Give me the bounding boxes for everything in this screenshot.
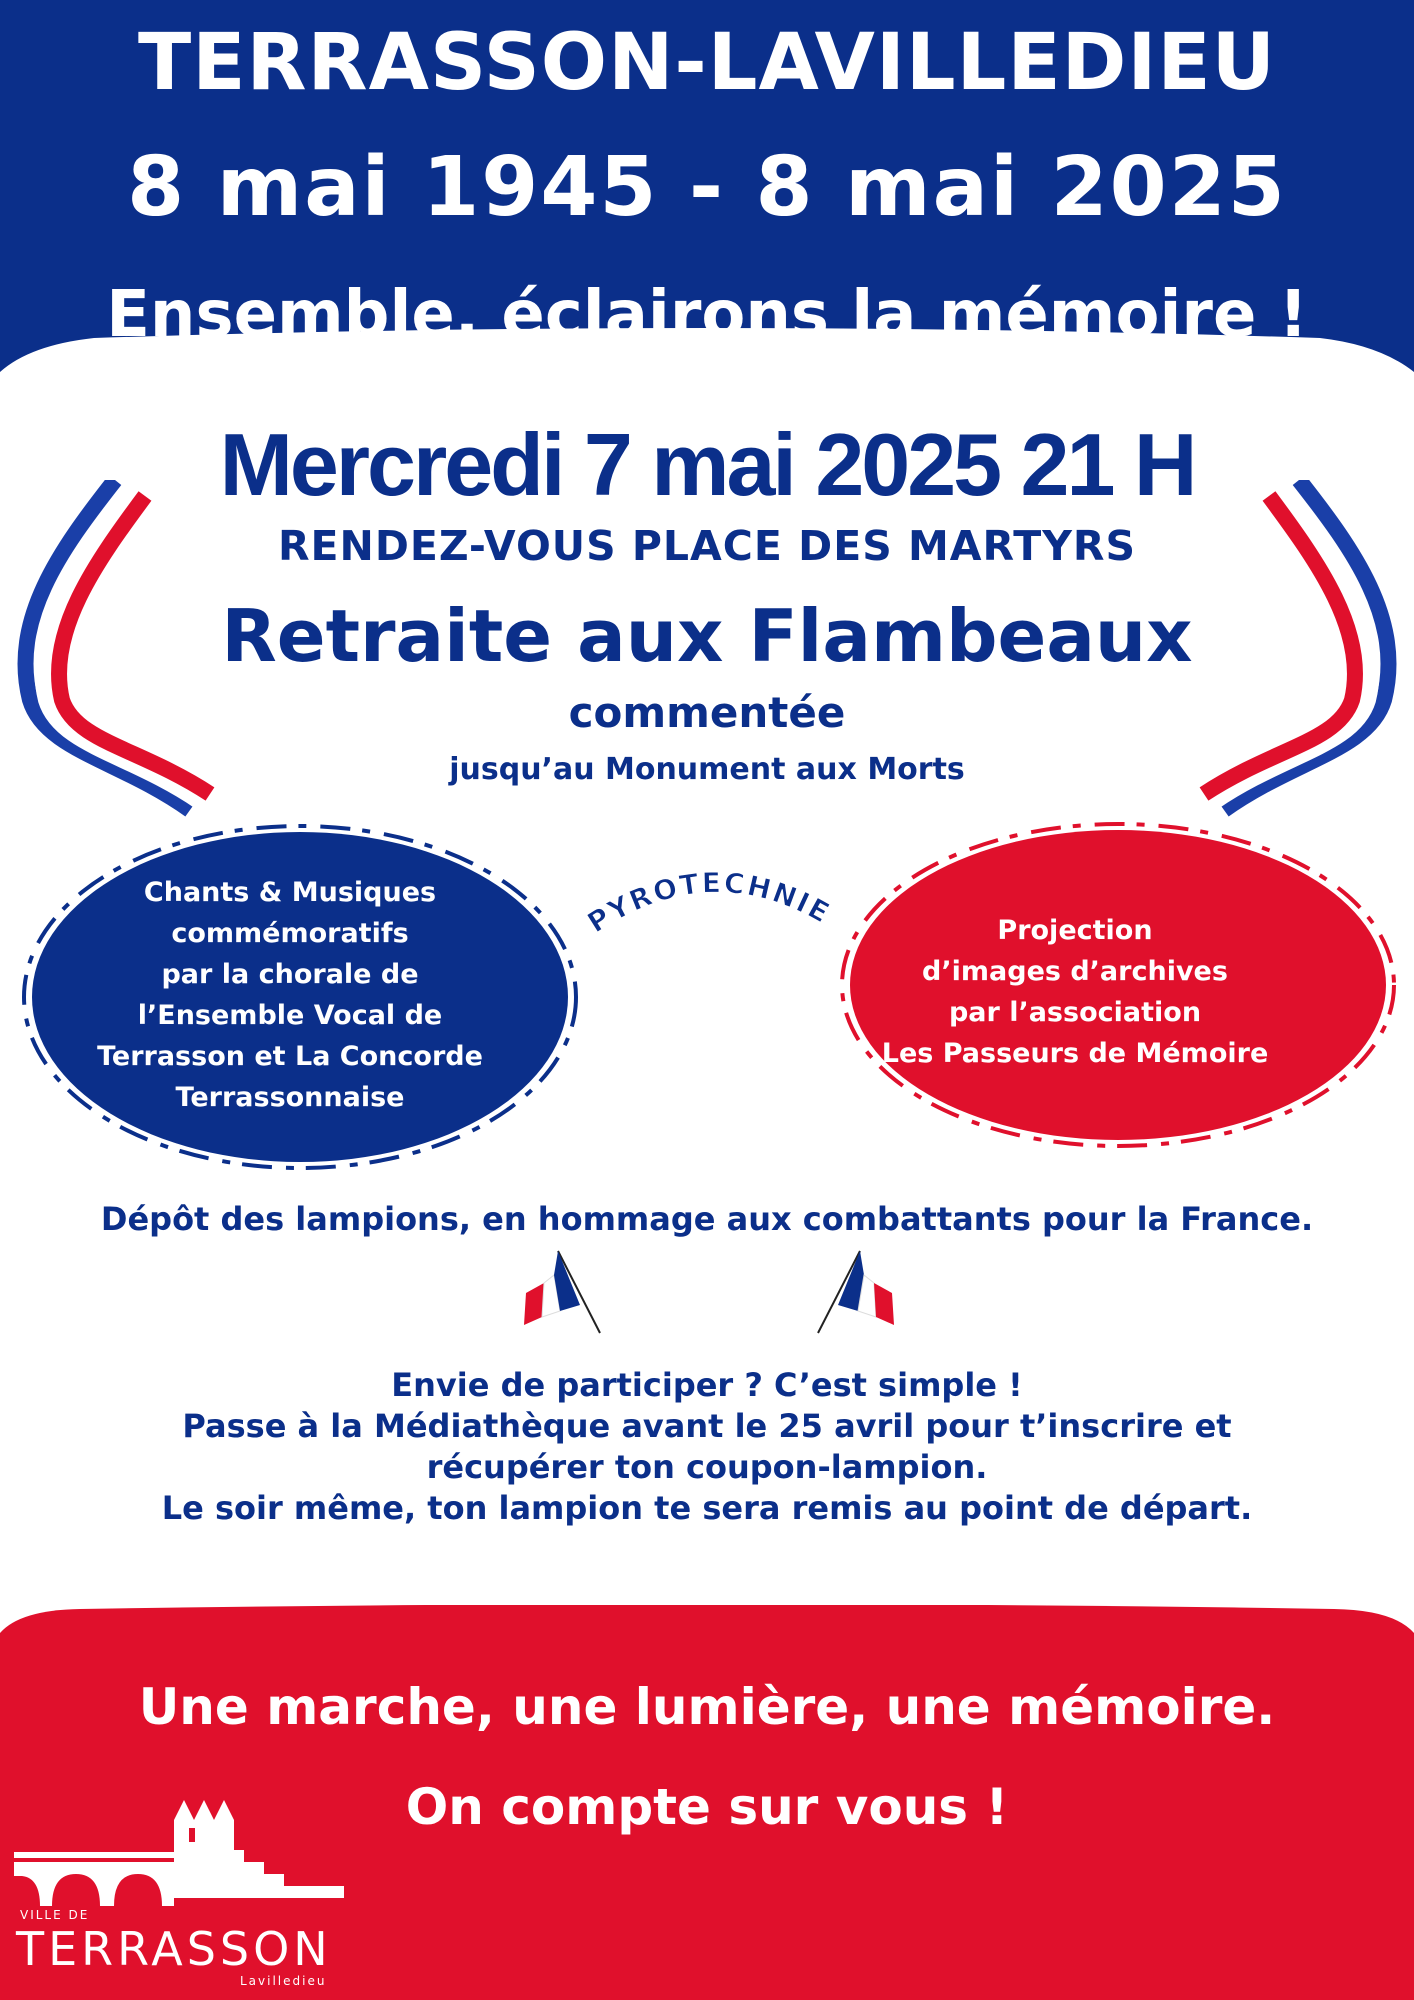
participation-line: Le soir même, ton lampion te sera remis au point de départ. [161, 1489, 1253, 1527]
projection-line: par l’association [948, 997, 1202, 1028]
event-route: jusqu’au Monument aux Morts [449, 752, 965, 787]
event-date-time: Mercredi 7 mai 2025 21 H [219, 415, 1195, 514]
logo-name: TERRASSON [16, 1922, 332, 1976]
event-name: Retraite aux Flambeaux [221, 594, 1193, 678]
logo-suffix: Lavilledieu [240, 1974, 327, 1988]
event-commented: commentée [568, 688, 846, 737]
participation-line: Passe à la Médiathèque avant le 25 avril pour t’inscrire et [182, 1407, 1232, 1445]
pyrotechnics-arc [560, 840, 860, 960]
french-flag-icon [520, 1245, 610, 1335]
choir-line: Chants & Musiques [143, 877, 437, 908]
projection-line: d’images d’archives [922, 956, 1228, 987]
french-flag-icon [808, 1245, 898, 1335]
choir-line: l’Ensemble Vocal de [137, 1000, 443, 1031]
choir-line: commémoratifs [171, 918, 409, 949]
choir-line: Terrasson et La Concorde [97, 1041, 483, 1072]
slogan-title: Ensemble, éclairons la mémoire ! [106, 278, 1308, 352]
choir-line: Terrassonnaise [175, 1082, 405, 1113]
dates-title: 8 mai 1945 - 8 mai 2025 [127, 140, 1287, 235]
participation-block [0, 1365, 1414, 1529]
closing-line-1: Une marche, une lumière, une mémoire. [138, 1678, 1276, 1736]
tribute-text: Dépôt des lampions, en hommage aux combattants pour la France. [100, 1200, 1314, 1238]
town-title: TERRASSON-LAVILLEDIEU [137, 18, 1277, 108]
choir-line: par la chorale de [161, 959, 419, 990]
participation-line: récupérer ton coupon-lampion. [426, 1448, 988, 1486]
choir-description [85, 872, 495, 1118]
projection-line: Les Passeurs de Mémoire [881, 1038, 1269, 1069]
projection-description [880, 910, 1270, 1074]
participation-line: Envie de participer ? C’est simple ! [391, 1366, 1023, 1404]
terrasson-logo-icon [14, 1790, 344, 1910]
closing-line-2: On compte sur vous ! [405, 1778, 1009, 1836]
meeting-place: RENDEZ-VOUS PLACE DES MARTYRS [277, 522, 1137, 570]
pyrotechnics-label: PYROTECHNIE [581, 866, 837, 940]
projection-line: Projection [997, 915, 1153, 946]
svg-text:PYROTECHNIE [582, 866, 837, 939]
logo-prefix: VILLE DE [20, 1908, 90, 1922]
